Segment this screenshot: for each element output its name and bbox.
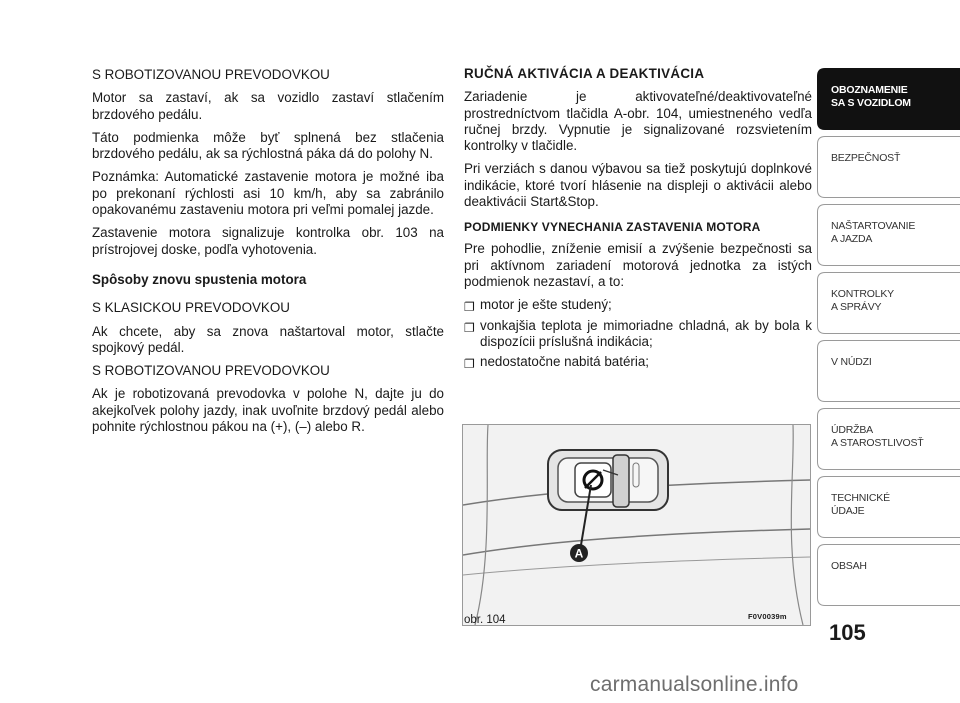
checkbox-bullet-icon: ❐ [464, 300, 475, 315]
tab-v-nudzi[interactable] [817, 340, 960, 402]
tab-shape [817, 544, 960, 606]
condition-list [464, 297, 812, 370]
section-heading: RUČNÁ AKTIVÁCIA A DEAKTIVÁCIA [464, 66, 705, 81]
tab-label: TECHNICKÉ ÚDAJE [831, 492, 890, 517]
figure-caption: obr. 104 [464, 614, 506, 626]
section-heading: Spôsoby znovu spustenia motora [92, 271, 307, 287]
tab-label: BEZPEČNOSŤ [831, 152, 901, 164]
button-illustration [463, 425, 810, 625]
note-paragraph: Poznámka: Automatické zastavenie motora je možné iba po prekonaní rýchlosti asi 10 km/h, aby sa zabránilo opakovanému zastaveniu motora pri veľmi pomalej jazde. [92, 169, 444, 218]
paragraph: Táto podmienka môže byť splnená bez stlačenia brzdového pedálu, ak sa rýchlostná páka dá do polohy N. [92, 129, 444, 162]
list-item: ❐ nedostatočne nabitá batéria; [464, 354, 649, 372]
section-label: S KLASICKOU PREVODOVKOU [92, 300, 290, 316]
tab-oboznamenie[interactable] [817, 68, 960, 130]
tab-shape [817, 136, 960, 198]
paragraph: Motor sa zastaví, ak sa vozidlo zastaví stlačením brzdového pedálu. [92, 90, 444, 122]
tab-label: KONTROLKY A SPRÁVY [831, 288, 894, 313]
paragraph: Pri verziách s danou výbavou sa tiež poskytujú doplnkové indikácie, ktoré tvorí hlásenie na displeji o aktivácii alebo deaktivácii Start&Stop. [464, 161, 812, 210]
sub-heading: PODMIENKY VYNECHANIA ZASTAVENIA MOTORA [464, 220, 761, 235]
watermark: carmanualsonline.info [590, 673, 799, 696]
tab-label: V NÚDZI [831, 356, 872, 368]
tab-label: NAŠTARTOVANIE A JAZDA [831, 220, 916, 245]
tab-label: OBSAH [831, 560, 867, 572]
figure-code: F0V0039m [748, 612, 787, 621]
tab-nastartovanie[interactable] [817, 204, 960, 266]
section-label: S ROBOTIZOVANOU PREVODOVKOU [92, 67, 330, 82]
list-item: ❐ vonkajšia teplota je mimoriadne chladná, ak by bola k dispozícii príslušná indikácia; [464, 317, 812, 349]
paragraph: Ak je robotizovaná prevodovka v polohe N, dajte ju do akejkoľvek polohy jazdy, inak uvoľnite brzdový pedál alebo pohnite rýchlostnou pákou na (+), (–) alebo R. [92, 386, 444, 435]
tab-obsah[interactable] [817, 544, 960, 606]
paragraph: Ak chcete, aby sa znova naštartoval motor, stlačte spojkový pedál. [92, 323, 444, 355]
tab-shape [817, 340, 960, 402]
callout-label: A [574, 546, 584, 561]
section-label: S ROBOTIZOVANOU PREVODOVKOU [92, 363, 330, 379]
paragraph: Zastavenie motora signalizuje kontrolka obr. 103 na prístrojovej doske, podľa vyhotovenia. [92, 225, 444, 257]
checkbox-bullet-icon: ❐ [464, 357, 475, 372]
right-column [464, 64, 812, 374]
list-item: ❐ motor je ešte studený; [464, 297, 612, 315]
tab-udrzba[interactable] [817, 408, 960, 470]
tab-technicke-udaje[interactable] [817, 476, 960, 538]
chapter-tabs [817, 68, 960, 612]
checkbox-bullet-icon: ❐ [464, 320, 475, 335]
paragraph: Pre pohodlie, zníženie emisií a zvýšenie bezpečnosti sa pri aktívnom zariadení motorová jednotka za istých podmienok nezastaví, a to: [464, 241, 812, 289]
figure-start-stop-button [462, 424, 811, 626]
page-number: 105 [829, 620, 866, 645]
tab-label: ÚDRŽBA A STAROSTLIVOSŤ [831, 424, 924, 449]
tab-label: OBOZNAMENIE SA S VOZIDLOM [831, 84, 911, 109]
tab-bezpecnost[interactable] [817, 136, 960, 198]
tab-kontrolky[interactable] [817, 272, 960, 334]
paragraph: Zariadenie je aktivovateľné/deaktivovateľné prostredníctvom tlačidla A-obr. 104, umiestneného vedľa ručnej brzdy. Vypnutie je signalizované rozsvietením kontrolky v tlačidle. [464, 89, 812, 154]
left-column [92, 64, 444, 442]
